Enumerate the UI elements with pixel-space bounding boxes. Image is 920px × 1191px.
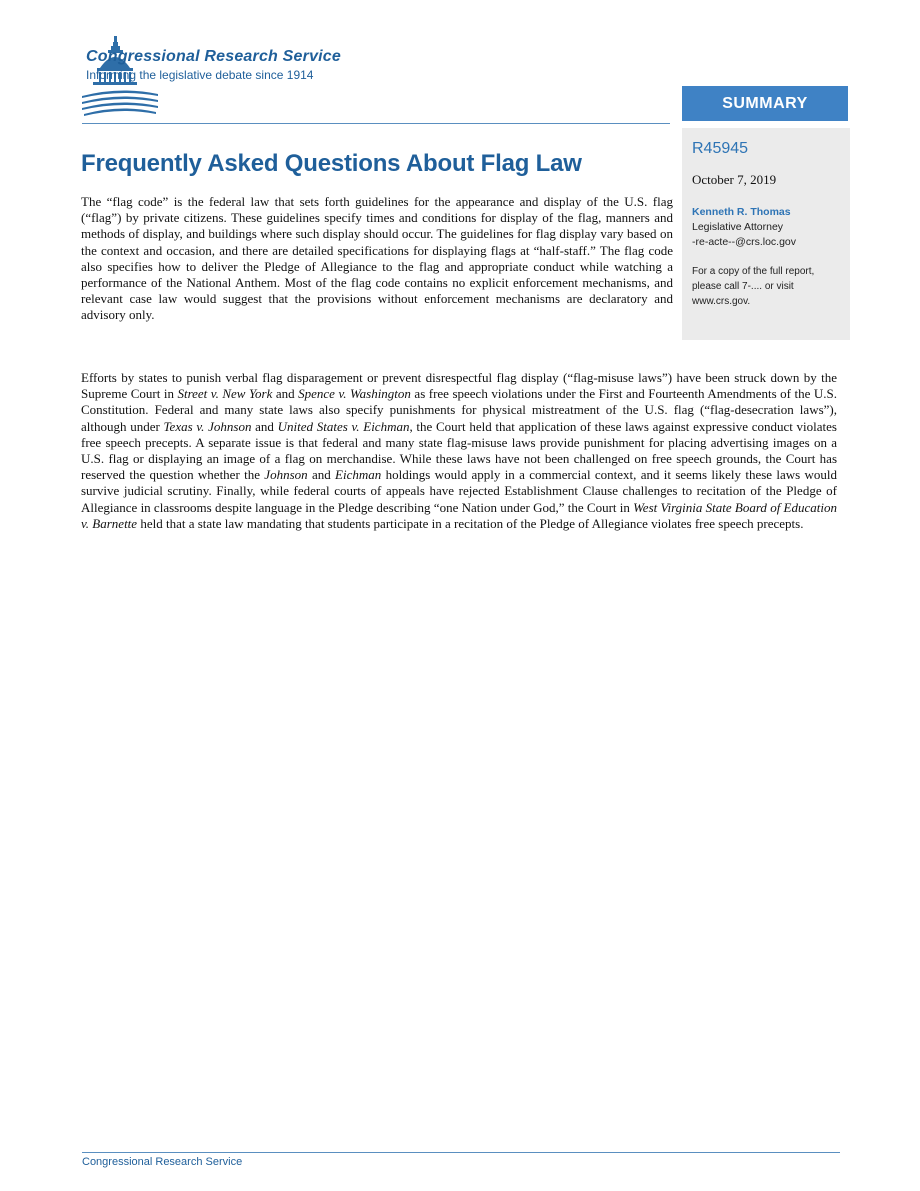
text-run: as free speech violations under the First and Fourteenth Amendments of the U.S. Constitution. Federal and many state laws also specify punishments for physical mistreatment of the U.S. flag (“flag-desecration laws”), although under	[81, 386, 837, 434]
case-name: Texas v. Johnson	[163, 418, 252, 434]
text-run: The “flag code” is the federal law that sets forth guidelines for the appearance and display of the U.S. flag (“flag”) by private citizens. These guidelines specify times and conditions for display of the flag, manners and methods of display, and buildings where such display should occur. The guidelines for flag display vary based on the context and occasion, and there are detailed specifications for displaying flags at “half-staff.” The flag code also specifies how to deliver the Pledge of Allegiance to the flag and appropriate conduct while watching a performance of the National Anthem. Most of the flag code contains no explicit enforcement mechanisms, and relevant case law would suggest that the provisions without enforcement mechanisms are declaratory and advisory only.	[81, 194, 673, 323]
report-date: October 7, 2019	[692, 172, 777, 187]
text-run: and	[307, 467, 336, 483]
summary-paragraph-1	[81, 194, 673, 324]
text-run: and	[272, 386, 299, 402]
text-run: , the Court held that application of these laws against expressive conduct violates free speech precepts. A separate issue is that federal and many state flag-misuse laws provide punishment for placing advertising images on a U.S. flag or displaying an image of a flag on merchandise. While these laws have not been challenged on free speech grounds, the Court has reserved the question whether the	[81, 418, 837, 483]
case-name: West Virginia State Board of Education v. Barnette	[81, 499, 837, 531]
text-run: Efforts by states to punish verbal flag disparagement or prevent disrespectful flag display (“flag-misuse laws”) have been struck down by the Supreme Court in	[81, 370, 837, 402]
author-name: Kenneth R. Thomas	[692, 206, 791, 218]
author-email[interactable]: -re-acte--@crs.loc.gov	[692, 236, 797, 248]
footer-divider	[82, 1152, 840, 1153]
copy-note: For a copy of the full report, please call 7-.... or visit www.crs.gov.	[692, 266, 815, 307]
case-name: Spence v. Washington	[298, 386, 411, 402]
report-id: R45945	[692, 140, 749, 157]
summary-paragraph-2	[81, 370, 837, 532]
case-name: Johnson	[264, 467, 308, 483]
author-title: Legislative Attorney	[692, 221, 784, 233]
footer-text: Congressional Research Service	[82, 1156, 243, 1168]
case-name: Eichman	[335, 467, 382, 483]
text-run: held that a state law mandating that students participate in a recitation of the Pledge of Allegiance violates free speech precepts.	[137, 515, 804, 531]
summary-sidebar	[682, 128, 850, 340]
org-name: Congressional Research Service	[86, 48, 342, 65]
text-run: holdings would apply in a commercial context, and it seems likely these laws would survive judicial scrutiny. Finally, while federal courts of appeals have rejected Establishment Clause challenges to recitation of the Pledge of Allegiance in classrooms despite language in the Pledge describing “one Nation under God,” the Court in	[81, 467, 837, 515]
page-title: Frequently Asked Questions About Flag Law	[81, 150, 582, 177]
case-name: Street v. New York	[177, 386, 273, 402]
header-divider	[82, 123, 670, 124]
summary-tab: SUMMARY	[682, 86, 848, 121]
case-name: United States v. Eichman	[277, 418, 410, 434]
text-run: and	[251, 418, 278, 434]
tagline: Informing the legislative debate since 1914	[86, 68, 314, 82]
